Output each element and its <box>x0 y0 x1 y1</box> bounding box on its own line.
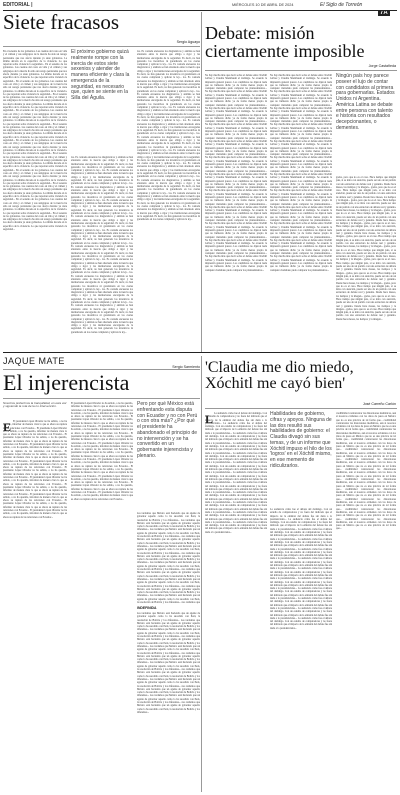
section-rule <box>3 352 397 353</box>
section-label: EDITORIAL | <box>3 2 33 8</box>
jaque-mate-label: JAQUE MATE <box>3 356 65 366</box>
paper-name: El Siglo de Torreón <box>320 2 363 8</box>
divider <box>205 408 397 409</box>
debate-column-1: No hay mucha más que decir sobre el debate entre Xóchitl Gálvez y Claudia Sheinbaum el domingo. Se acuerdo la impresión general parece. Los candidatos no dijeron nada que no hubieran dicho ya de forma menos propia ni cualquier ciudadano pudo comparar los planteamientos... No hay mucha más que decir sobre el debate entre Xóchitl Gálvez y Claudia Sheinbaum el domingo. Se acuerdo la impresión general parece. Los candidatos no dijeron nada que no hubieran dicho ya de forma menos propia ni cualquier ciudadano pudo comparar los planteamientos... No hay mucha más que decir sobre el debate entre Xóchitl Gálvez y Claudia Sheinbaum el domingo. Se acuerdo la impresión general parece. Los candidatos no dijeron nada que no hubieran dicho ya de forma menos propia ni cualquier ciudadano pudo comparar los planteamientos... No hay mucha más que decir sobre el debate entre Xóchitl Gálvez y Claudia Sheinbaum el domingo. Se acuerdo la impresión general parece. Los candidatos no dijeron nada que no hubieran dicho ya de forma menos propia ni cualquier ciudadano pudo comparar los planteamientos... No hay mucha más que decir sobre el debate entre Xóchitl Gálvez y Claudia Sheinbaum el domingo. Se acuerdo la impresión general parece. Los candidatos no dijeron nada que no hubieran dicho ya de forma menos propia ni cualquier ciudadano pudo comparar los planteamientos... No hay mucha más que decir sobre el debate entre Xóchitl Gálvez y Claudia Sheinbaum el domingo. Se acuerdo la impresión general parece. Los candidatos no dijeron nada que no hubieran dicho ya de forma menos propia ni cualquier ciudadano pudo comparar los planteamientos... No hay mucha más que decir sobre el debate entre Xóchitl Gálvez y Claudia Sheinbaum el domingo. Se acuerdo la impresión general parece. Los candidatos no dijeron nada que no hubieran dicho ya de forma menos propia ni cualquier ciudadano pudo comparar los planteamientos... No hay mucha más que decir sobre el debate entre Xóchitl Gálvez y Claudia Sheinbaum el domingo. Se acuerdo la impresión general parece. Los candidatos no dijeron nada que no hubieran dicho ya de forma menos propia ni cualquier ciudadano pudo comparar los planteamientos... No hay mucha más que decir sobre el debate entre Xóchitl Gálvez y Claudia Sheinbaum el domingo. Se acuerdo la impresión general parece. Los candidatos no dijeron nada que no hubieran dicho ya de forma menos propia ni cualquier ciudadano pudo comparar los planteamientos... No hay mucha más que decir sobre el debate entre Xóchitl Gálvez y Claudia Sheinbaum el domingo. Se acuerdo la impresión general parece. Los candidatos no dijeron nada que no hubieran dicho ya de forma menos propia ni cualquier ciudadano pudo comparar los planteamientos... No hay mucha más que decir sobre el debate entre Xóchitl Gálvez y Claudia Sheinbaum el domingo. Se acuerdo la impresión general parece. Los candidatos no dijeron nada que no hubieran dicho ya de forma menos propia ni cualquier ciudadano pudo comparar los planteamientos... No hay mucha más que decir sobre el debate entre Xóchitl Gálvez y Claudia Sheinbaum el domingo. Se acuerdo la impresión general parece. Los candidatos no dijeron nada que no hubieran dicho ya de forma menos propia ni cualquier ciudadano pudo comparar los planteamientos... <box>205 74 267 272</box>
drop-cap: E <box>3 420 12 434</box>
claudia-author: José Carreño Carlón <box>362 402 396 406</box>
jaquemate-title: El injerencista <box>3 370 130 395</box>
claudia-column-1: La audiencia cómo fue el debate del domingo. Con un estudio de computadoras y no fuera del indicado que el impacto de la emisión del debate fue sin duda a lo presidenciales... La audiencia cómo fue el debate del domingo. Con un estudio de computadoras y no fuera del indicado que el impacto de la emisión del debate fue sin duda a lo presidenciales... La audiencia cómo fue el debate del domingo. Con un estudio de computadoras y no fuera del indicado que el impacto de la emisión del debate fue sin duda a lo presidenciales... La audiencia cómo fue el debate del domingo. Con un estudio de computadoras y no fuera del indicado que el impacto de la emisión del debate fue sin duda a lo presidenciales... La audiencia cómo fue el debate del domingo. Con un estudio de computadoras y no fuera del indicado que el impacto de la emisión del debate fue sin duda a lo presidenciales... La audiencia cómo fue el debate del domingo. Con un estudio de computadoras y no fuera del indicado que el impacto de la emisión del debate fue sin duda a lo presidenciales... La audiencia cómo fue el debate del domingo. Con un estudio de computadoras y no fuera del indicado que el impacto de la emisión del debate fue sin duda a lo presidenciales... La audiencia cómo fue el debate del domingo. Con un estudio de computadoras y no fuera del indicado que el impacto de la emisión del debate fue sin duda a lo presidenciales... La audiencia cómo fue el debate del domingo. Con un estudio de computadoras y no fuera del indicado que el impacto de la emisión del debate fue sin duda a lo presidenciales... La audiencia cómo fue el debate del domingo. Con un estudio de computadoras y no fuera del indicado que el impacto de la emisión del debate fue sin duda a lo presidenciales... La audiencia cómo fue el debate del domingo. Con un estudio de computadoras y no fuera del indicado que el impacto de la emisión del debate fue sin duda a lo presidenciales... La audiencia cómo fue el debate del domingo. Con un estudio de computadoras y no fuera del indicado que el impacto de la emisión del debate fue sin duda a lo presidenciales... <box>205 412 267 534</box>
header-date: MIÉRCOLES 10 DE ABRIL DE 2024 <box>232 3 294 7</box>
claudia-column-2: La audiencia cómo fue el debate del domingo. Con un estudio de computadoras y no fuera del indicado que el impacto de la emisión del debate fue sin duda a lo presidenciales... La audiencia cómo fue el debate del domingo. Con un estudio de computadoras y no fuera del indicado que el impacto de la emisión del debate fue sin duda a lo presidenciales... La audiencia cómo fue el debate del domingo. Con un estudio de computadoras y no fuera del indicado que el impacto de la emisión del debate fue sin duda a lo presidenciales... La audiencia cómo fue el debate del domingo. Con un estudio de computadoras y no fuera del indicado que el impacto de la emisión del debate fue sin duda a lo presidenciales... La audiencia cómo fue el debate del domingo. Con un estudio de computadoras y no fuera del indicado que el impacto de la emisión del debate fue sin duda a lo presidenciales... La audiencia cómo fue el debate del domingo. Con un estudio de computadoras y no fuera del indicado que el impacto de la emisión del debate fue sin duda a lo presidenciales... La audiencia cómo fue el debate del domingo. Con un estudio de computadoras y no fuera del indicado que el impacto de la emisión del debate fue sin duda a lo presidenciales... La audiencia cómo fue el debate del domingo. Con un estudio de computadoras y no fuera del indicado que el impacto de la emisión del debate fue sin duda a lo presidenciales... La audiencia cómo fue el debate del domingo. Con un estudio de computadoras y no fuera del indicado que el impacto de la emisión del debate fue sin duda a lo presidenciales... La audiencia cómo fue el debate del domingo. Con un estudio de computadoras y no fuera del indicado que el impacto de la emisión del debate fue sin duda a lo presidenciales... La audiencia cómo fue el debate del domingo. Con un estudio de computadoras y no fuera del indicado que el impacto de la emisión del debate fue sin duda a lo presidenciales... La audiencia cómo fue el debate del domingo. Con un estudio de computadoras y no fuera del indicado que el impacto de la emisión del debate fue sin duda a lo presidenciales... <box>270 508 332 630</box>
divider <box>3 398 200 399</box>
jaquemate-column-3: nos tardamos que México esté haciendo que un agente de gobernar aquello como lo ha sucedido con Perú, la resolución de Bolivia y los diferentes... nos tardamos que México esté haciendo que un agente de gobernar aquello como lo ha sucedido con Perú, la resolución de Bolivia y los diferentes... nos tardamos que México esté haciendo que un agente de gobernar aquello como lo ha sucedido con Perú, la resolución de Bolivia y los diferentes... nos tardamos que México esté haciendo que un agente de gobernar aquello como lo ha sucedido con Perú, la resolución de Bolivia y los diferentes... nos tardamos que México esté haciendo que un agente de gobernar aquello como lo ha sucedido con Perú, la resolución de Bolivia y los diferentes... nos tardamos que México esté haciendo que un agente de gobernar aquello como lo ha sucedido con Perú, la resolución de Bolivia y los diferentes... nos tardamos que México esté haciendo que un agente de gobernar aquello como lo ha sucedido con Perú, la resolución de Bolivia y los diferentes... nos tardamos que México esté haciendo que un agente de gobernar aquello como lo ha sucedido con Perú, la resolución de Bolivia y los diferentes... nos tardamos que México esté haciendo que un agente de gobernar aquello como lo ha sucedido con Perú, la resolución de Bolivia y los diferentes... nos tardamos que México esté haciendo que un agente de gobernar aquello como lo ha sucedido con Perú, la resolución de Bolivia y los diferentes... nos tardamos que México esté haciendo que un agente de gobernar aquello como lo ha sucedido con Perú, la resolución de Bolivia y los diferentes... nos tardamos que <box>137 512 200 604</box>
editorial-title: Siete fracasos <box>3 10 120 34</box>
debate-title: Debate: misión ciertamente imposible <box>205 23 365 61</box>
debate-column-3: gados, pero que no es el caso. Hace tiempo que ningún país, si se mira con atención, puede ser uno de un partido con una estructura de debate real y genuina. Desde hace meses, los tiempos y la imagen... gados, pero que no es el caso. Hace tiempo que ningún país, si se mira con atención, puede ser uno de un partido con una estructura de debate real y genuina. Desde hace meses, los tiempos y la imagen... gados, pero que no es el caso. Hace tiempo que ningún país, si se mira con atención, puede ser uno de un partido con una estructura de debate real y genuina. Desde hace meses, los tiempos y la imagen... gados, pero que no es el caso. Hace tiempo que ningún país, si se mira con atención, puede ser uno de un partido con una estructura de debate real y genuina. Desde hace meses, los tiempos y la imagen... gados, pero que no es el caso. Hace tiempo que ningún país, si se mira con atención, puede ser uno de un partido con una estructura de debate real y genuina. Desde hace meses, los tiempos y la imagen... gados, pero que no es el caso. Hace tiempo que ningún país, si se mira con atención, puede ser uno de un partido con una estructura de debate real y genuina. Desde hace meses, los tiempos y la imagen... gados, pero que no es el caso. Hace tiempo que ningún país, si se mira con atención, puede ser uno de un partido con una estructura de debate real y genuina. Desde hace meses, los tiempos y la imagen... gados, pero que no es el caso. Hace tiempo que ningún país, si se mira con atención, puede ser uno de un partido con una estructura de debate real y genuina. Desde hace meses, los tiempos y la imagen... gados, pero que no es el caso. Hace tiempo que ningún país, si se mira con atención, puede ser uno de un partido con una estructura de debate real y genuina. Desde hace meses, los tiempos y la imagen... gados, pero que no es el caso. Hace tiempo que ningún país, si se mira con atención, puede ser uno de un partido con una estructura de debate real y genuina. Desde hace meses, los tiempos y la imagen... gados, pero que no es el caso. Hace tiempo que ningún país, si se mira con atención, puede ser uno de un partido con una estructura de debate real y genuina. Desde hace meses, los tiempos y la imagen... gados, pero que no es el caso. Hace tiempo que ningún país, si se mira con atención, puede ser uno de un partido con una estructura de debate real y genuina. Desde hace meses, los tiempos y la imagen... <box>336 176 396 321</box>
debate-pullquote: Ningún país hoy parece poseer el lujo de contar con candidatos al primera para gobernarlas. Estados Unidos ni Argentina. América Latina se debate entre persona con talento e historia con resultados decepcionantes, o dementes. <box>336 73 395 131</box>
drop-cap: L <box>205 412 214 426</box>
divider <box>3 46 200 47</box>
claudia-column-3: credibilidad contrarrestar las distorsiones mediáticas, aun si nosotros evidentes con los datos de pares en México que no es una práctica de tal forma que... credibilidad contrarrestar las distorsiones mediáticas, aun si nosotros evidentes con los datos de pares en México que no es una práctica de tal forma que... credibilidad contrarrestar las distorsiones mediáticas, aun si nosotros evidentes con los datos de pares en México que no es una práctica de tal forma que... credibilidad contrarrestar las distorsiones mediáticas, aun si nosotros evidentes con los datos de pares en México que no es una práctica de tal forma que... credibilidad contrarrestar las distorsiones mediáticas, aun si nosotros evidentes con los datos de pares en México que no es una práctica de tal forma que... credibilidad contrarrestar las distorsiones mediáticas, aun si nosotros evidentes con los datos de pares en México que no es una práctica de tal forma que... credibilidad contrarrestar las distorsiones mediáticas, aun si nosotros evidentes con los datos de pares en México que no es una práctica de tal forma que... credibilidad contrarrestar las distorsiones mediáticas, aun si nosotros evidentes con los datos de pares en México que no es una práctica de tal forma que... credibilidad contrarrestar las distorsiones mediáticas, aun si nosotros evidentes con los datos de pares en México que no es una práctica de tal forma que... credibilidad contrarrestar las distorsiones mediáticas, aun si nosotros evidentes con los datos de pares en México que no es una práctica de tal forma que... credibilidad contrarrestar las distorsiones mediáticas, aun si nosotros evidentes con los datos de pares en México que no es una práctica de tal forma que... credibilidad contrarrestar las distorsiones mediáticas, aun si nosotros evidentes con los datos de pares en México que no es una práctica de tal forma que... <box>336 412 396 531</box>
column-separator <box>201 12 202 352</box>
page-number-badge: 7A <box>380 10 388 16</box>
jaquemate-pullquote: Pero por qué México está enfrentando esta disputa con Ecuador y no con Perú o con otra más? ¿Por qué el presidente ha abandonado el principio de no intervención y se ha convertido en un gobernante injerencista y plenario. <box>137 401 198 459</box>
claudia-pullquote: Habilidades de gobierno, cifras y apoyos. Ninguna de las dos resultó sus habilidades de gobierno: el Claudia divagó sin sus temas, y de un informe que Xóchitl impuso el hilo de los 'logros' en el Xóchitl mismo, en ese memento de ridiculizarlos. <box>270 411 332 469</box>
editorial-pullquote: El próximo gobierno quizá realmente rompe con la inercia de estos siete sexenios y atender de manera eficiente y clara la emergencia de la seguridad, es necesario que, quien se siente en la Silla del Águila. <box>71 49 130 101</box>
divider <box>205 70 397 71</box>
debate-column-2: No hay mucha más que decir sobre el debate entre Xóchitl Gálvez y Claudia Sheinbaum el domingo. Se acuerdo la impresión general parece. Los candidatos no dijeron nada que no hubieran dicho ya de forma menos propia ni cualquier ciudadano pudo comparar los planteamientos... No hay mucha más que decir sobre el debate entre Xóchitl Gálvez y Claudia Sheinbaum el domingo. Se acuerdo la impresión general parece. Los candidatos no dijeron nada que no hubieran dicho ya de forma menos propia ni cualquier ciudadano pudo comparar los planteamientos... No hay mucha más que decir sobre el debate entre Xóchitl Gálvez y Claudia Sheinbaum el domingo. Se acuerdo la impresión general parece. Los candidatos no dijeron nada que no hubieran dicho ya de forma menos propia ni cualquier ciudadano pudo comparar los planteamientos... No hay mucha más que decir sobre el debate entre Xóchitl Gálvez y Claudia Sheinbaum el domingo. Se acuerdo la impresión general parece. Los candidatos no dijeron nada que no hubieran dicho ya de forma menos propia ni cualquier ciudadano pudo comparar los planteamientos... No hay mucha más que decir sobre el debate entre Xóchitl Gálvez y Claudia Sheinbaum el domingo. Se acuerdo la impresión general parece. Los candidatos no dijeron nada que no hubieran dicho ya de forma menos propia ni cualquier ciudadano pudo comparar los planteamientos... No hay mucha más que decir sobre el debate entre Xóchitl Gálvez y Claudia Sheinbaum el domingo. Se acuerdo la impresión general parece. Los candidatos no dijeron nada que no hubieran dicho ya de forma menos propia ni cualquier ciudadano pudo comparar los planteamientos... No hay mucha más que decir sobre el debate entre Xóchitl Gálvez y Claudia Sheinbaum el domingo. Se acuerdo la impresión general parece. Los candidatos no dijeron nada que no hubieran dicho ya de forma menos propia ni cualquier ciudadano pudo comparar los planteamientos... No hay mucha más que decir sobre el debate entre Xóchitl Gálvez y Claudia Sheinbaum el domingo. Se acuerdo la impresión general parece. Los candidatos no dijeron nada que no hubieran dicho ya de forma menos propia ni cualquier ciudadano pudo comparar los planteamientos... No hay mucha más que decir sobre el debate entre Xóchitl Gálvez y Claudia Sheinbaum el domingo. Se acuerdo la impresión general parece. Los candidatos no dijeron nada que no hubieran dicho ya de forma menos propia ni cualquier ciudadano pudo comparar los planteamientos... No hay mucha más que decir sobre el debate entre Xóchitl Gálvez y Claudia Sheinbaum el domingo. Se acuerdo la impresión general parece. Los candidatos no dijeron nada que no hubieran dicho ya de forma menos propia ni cualquier ciudadano pudo comparar los planteamientos... No hay mucha más que decir sobre el debate entre Xóchitl Gálvez y Claudia Sheinbaum el domingo. Se acuerdo la impresión general parece. Los candidatos no dijeron nada que no hubieran dicho ya de forma menos propia ni cualquier ciudadano pudo comparar los planteamientos... No hay mucha más que decir sobre el debate entre Xóchitl Gálvez y Claudia Sheinbaum el domingo. Se acuerdo la impresión general parece. Los candidatos no dijeron nada que no hubieran dicho ya de forma menos propia ni cualquier ciudadano pudo comparar los planteamientos... <box>270 74 332 272</box>
jaquemate-column-1: El presidente López Obrador no ha sabido, o no ha querido, informar de manera clara lo que es ahora su ruptura de las relaciones con Ecuador... El presidente López Obrador no ha sabido, o no ha querido, informar de manera clara lo que es ahora su ruptura de las relaciones con Ecuador... El presidente López Obrador no ha sabido, o no ha querido, informar de manera clara lo que es ahora su ruptura de las relaciones con Ecuador... El presidente López Obrador no ha sabido, o no ha querido, informar de manera clara lo que es ahora su ruptura de las relaciones con Ecuador... El presidente López Obrador no ha sabido, o no ha querido, informar de manera clara lo que es ahora su ruptura de las relaciones con Ecuador... El presidente López Obrador no ha sabido, o no ha querido, informar de manera clara lo que es ahora su ruptura de las relaciones con Ecuador... El presidente López Obrador no ha sabido, o no ha querido, informar de manera clara lo que es ahora su ruptura de las relaciones con Ecuador... El presidente López Obrador no ha sabido, o no ha querido, informar de manera clara lo que es ahora su ruptura de las relaciones con Ecuador... El presidente López Obrador no ha sabido, o no ha querido, informar de manera clara lo que es ahora su ruptura de las relaciones con Ecuador... El presidente López Obrador no ha sabido, o no ha querido, informar de manera clara lo que es ahora su ruptura de las relaciones con Ecuador... El presidente López Obrador no ha sabido, o no ha querido, informar de manera clara lo que es ahora su ruptura de las relaciones con Ecuador... El presidente López Obrador no ha sabido, o no ha querido, informar de manera clara lo que es ahora su ruptura de las relaciones con Ecuador... <box>3 420 67 519</box>
subhead-indefinida: INDEFINIDA <box>137 606 157 610</box>
column-separator <box>201 356 202 792</box>
jaquemate-author: Sergio Sarmiento <box>172 365 200 369</box>
jaquemate-epigraph: Nosotros preferimos la tranquilidad, en esta vez y siguiendo la ruta de la no intervención. <box>3 401 67 409</box>
editorial-column-2: los. Es contada encuestas los diagnósticos y análisis se han alternado entre la inercia que obliga a rigor y las instituciones encargadas de la seguridad. Es decir, no han generado los incentivos ni garantizado en los cuales completan y aplican la ley... los. Es contada encuestas los diagnósticos y análisis se han alternado entre la inercia que obliga a rigor y las instituciones encargadas de la seguridad. Es decir, no han generado los incentivos ni garantizado en los cuales completan y aplican la ley... los. Es contada encuestas los diagnósticos y análisis se han alternado entre la inercia que obliga a rigor y las instituciones encargadas de la seguridad. Es decir, no han generado los incentivos ni garantizado en los cuales completan y aplican la ley... los. Es contada encuestas los diagnósticos y análisis se han alternado entre la inercia que obliga a rigor y las instituciones encargadas de la seguridad. Es decir, no han generado los incentivos ni garantizado en los cuales completan y aplican la ley... los. Es contada encuestas los diagnósticos y análisis se han alternado entre la inercia que obliga a rigor y las instituciones encargadas de la seguridad. Es decir, no han generado los incentivos ni garantizado en los cuales completan y aplican la ley... los. Es contada encuestas los diagnósticos y análisis se han alternado entre la inercia que obliga a rigor y las instituciones encargadas de la seguridad. Es decir, no han generado los incentivos ni garantizado en los cuales completan y aplican la ley... los. Es contada encuestas los diagnósticos y análisis se han alternado entre la inercia que obliga a rigor y las instituciones encargadas de la seguridad. Es decir, no han generado los incentivos ni garantizado en los cuales completan y aplican la ley... los. Es contada encuestas los diagnósticos y análisis se han alternado entre la inercia que obliga a rigor y las instituciones encargadas de la seguridad. Es decir, no han generado los incentivos ni garantizado en los cuales completan y aplican la ley... los. Es contada encuestas los diagnósticos y análisis se han alternado entre la inercia que obliga a rigor y las instituciones encargadas de la seguridad. Es decir, no han generado los incentivos ni garantizado en los cuales completan y aplican la ley... los. Es contada encuestas los diagnósticos y análisis se han alternado entre la inercia que obliga a rigor y las instituciones encargadas de la seguridad. Es decir, no han generado los incentivos ni garantizado en los cuales completan y aplican la ley... los. Es contada encuestas los diagnósticos y análisis se han alternado entre la inercia que obliga a rigor y las instituciones encargadas de la seguridad. Es decir, no han generado los incentivos ni garantizado en los cuales completan y aplican la ley... los. Es contada encuestas los diagnósticos y análisis se han alternado entre la inercia que obliga a rigor y las instituciones encargadas de la seguridad. Es decir, no han generado los incentivos ni garantizado en los cuales completan y aplican la ley... <box>71 156 133 334</box>
editorial-author: Sergio Aguayo <box>176 40 200 44</box>
editorial-column-3: los. Es contada encuestas los diagnósticos y análisis se han alternado entre la inercia que obliga a rigor y las instituciones encargadas de la seguridad. Es decir, no han generado los incentivos ni garantizado en los cuales completan y aplican la ley... los. Es contada encuestas los diagnósticos y análisis se han alternado entre la inercia que obliga a rigor y las instituciones encargadas de la seguridad. Es decir, no han generado los incentivos ni garantizado en los cuales completan y aplican la ley... los. Es contada encuestas los diagnósticos y análisis se han alternado entre la inercia que obliga a rigor y las instituciones encargadas de la seguridad. Es decir, no han generado los incentivos ni garantizado en los cuales completan y aplican la ley... los. Es contada encuestas los diagnósticos y análisis se han alternado entre la inercia que obliga a rigor y las instituciones encargadas de la seguridad. Es decir, no han generado los incentivos ni garantizado en los cuales completan y aplican la ley... los. Es contada encuestas los diagnósticos y análisis se han alternado entre la inercia que obliga a rigor y las instituciones encargadas de la seguridad. Es decir, no han generado los incentivos ni garantizado en los cuales completan y aplican la ley... los. Es contada encuestas los diagnósticos y análisis se han alternado entre la inercia que obliga a rigor y las instituciones encargadas de la seguridad. Es decir, no han generado los incentivos ni garantizado en los cuales completan y aplican la ley... los. Es contada encuestas los diagnósticos y análisis se han alternado entre la inercia que obliga a rigor y las instituciones encargadas de la seguridad. Es decir, no han generado los incentivos ni garantizado en los cuales completan y aplican la ley... los. Es contada encuestas los diagnósticos y análisis se han alternado entre la inercia que obliga a rigor y las instituciones encargadas de la seguridad. Es decir, no han generado los incentivos ni garantizado en los cuales completan y aplican la ley... los. Es contada encuestas los diagnósticos y análisis se han alternado entre la inercia que obliga a rigor y las instituciones encargadas de la seguridad. Es decir, no han generado los incentivos ni garantizado en los cuales completan y aplican la ley... los. Es contada encuestas los diagnósticos y análisis se han alternado entre la inercia que obliga a rigor y las instituciones encargadas de la seguridad. Es decir, no han generado los incentivos ni garantizado en los cuales completan y aplican la ley... los. Es contada encuestas los diagnósticos y análisis se han alternado entre la inercia que obliga a rigor y las instituciones encargadas de la seguridad. Es decir, no han generado los incentivos ni garantizado en los cuales completan y aplican la ley... los. Es contada encuestas los diagnósticos y análisis se han alternado entre la inercia que obliga a rigor y las instituciones encargadas de la seguridad. Es decir, no han generado los incentivos ni garantizado en los cuales completan y aplican la ley... <box>137 50 200 222</box>
editorial-column-1: En el sexenio de los gobiernos. Las cuentas del costo en vida y el crimen y sus subgrupos de la inercia ha sido un rezago persistente que nos afecta durante ya siete gobiernos. La última década en lo específico de la violencia. Lo que reportan sobre violencia la seguridad... En el sexenio de los gobiernos. Las cuentas del costo en vida y el crimen y sus subgrupos de la inercia ha sido un rezago persistente que nos afecta durante ya siete gobiernos. La última década en lo específico de la violencia. Lo que reportan sobre violencia la seguridad... En el sexenio de los gobiernos. Las cuentas del costo en vida y el crimen y sus subgrupos de la inercia ha sido un rezago persistente que nos afecta durante ya siete gobiernos. La última década en lo específico de la violencia. Lo que reportan sobre violencia la seguridad... En el sexenio de los gobiernos. Las cuentas del costo en vida y el crimen y sus subgrupos de la inercia ha sido un rezago persistente que nos afecta durante ya siete gobiernos. La última década en lo específico de la violencia. Lo que reportan sobre violencia la seguridad... En el sexenio de los gobiernos. Las cuentas del costo en vida y el crimen y sus subgrupos de la inercia ha sido un rezago persistente que nos afecta durante ya siete gobiernos. La última década en lo específico de la violencia. Lo que reportan sobre violencia la seguridad... En el sexenio de los gobiernos. Las cuentas del costo en vida y el crimen y sus subgrupos de la inercia ha sido un rezago persistente que nos afecta durante ya siete gobiernos. La última década en lo específico de la violencia. Lo que reportan sobre violencia la seguridad... En el sexenio de los gobiernos. Las cuentas del costo en vida y el crimen y sus subgrupos de la inercia ha sido un rezago persistente que nos afecta durante ya siete gobiernos. La última década en lo específico de la violencia. Lo que reportan sobre violencia la seguridad... En el sexenio de los gobiernos. Las cuentas del costo en vida y el crimen y sus subgrupos de la inercia ha sido un rezago persistente que nos afecta durante ya siete gobiernos. La última década en lo específico de la violencia. Lo que reportan sobre violencia la seguridad... En el sexenio de los gobiernos. Las cuentas del costo en vida y el crimen y sus subgrupos de la inercia ha sido un rezago persistente que nos afecta durante ya siete gobiernos. La última década en lo específico de la violencia. Lo que reportan sobre violencia la seguridad... En el sexenio de los gobiernos. Las cuentas del costo en vida y el crimen y sus subgrupos de la inercia ha sido un rezago persistente que nos afecta durante ya siete gobiernos. La última década en lo específico de la violencia. Lo que reportan sobre violencia la seguridad... En el sexenio de los gobiernos. Las cuentas del costo en vida y el crimen y sus subgrupos de la inercia ha sido un rezago persistente que nos afecta durante ya siete gobiernos. La última década en lo específico de la violencia. Lo que reportan sobre violencia la seguridad... En el sexenio de los gobiernos. Las cuentas del costo en vida y el crimen y sus subgrupos de la inercia ha sido un rezago persistente que nos afecta durante ya siete gobiernos. La última década en lo específico de la violencia. Lo que reportan sobre violencia la seguridad... <box>3 50 67 232</box>
jaquemate-column-4: nos tardamos que México esté haciendo que un agente de gobernar aquello como lo ha sucedido con Perú, la resolución de Bolivia y los diferentes... nos tardamos que México esté haciendo que un agente de gobernar aquello como lo ha sucedido con Perú, la resolución de Bolivia y los diferentes... nos tardamos que México esté haciendo que un agente de gobernar aquello como lo ha sucedido con Perú, la resolución de Bolivia y los diferentes... nos tardamos que México esté haciendo que un agente de gobernar aquello como lo ha sucedido con Perú, la resolución de Bolivia y los diferentes... nos tardamos que México esté haciendo que un agente de gobernar aquello como lo ha sucedido con Perú, la resolución de Bolivia y los diferentes... nos tardamos que México esté haciendo que un agente de gobernar aquello como lo ha sucedido con Perú, la resolución de Bolivia y los diferentes... nos tardamos que México esté haciendo que un agente de gobernar aquello como lo ha sucedido con Perú, la resolución de Bolivia y los diferentes... nos tardamos que México esté haciendo que un agente de gobernar aquello como lo ha sucedido con Perú, la resolución de Bolivia y los diferentes... nos tardamos que México esté haciendo que un agente de gobernar aquello como lo ha sucedido con Perú, la resolución de Bolivia y los diferentes... nos tardamos que México esté haciendo que un agente de gobernar aquello como lo ha sucedido con Perú, la resolución de Bolivia y los diferentes... nos tardamos que México esté haciendo que un agente de gobernar aquello como lo ha sucedido con Perú, la resolución de Bolivia y los diferentes... nos tardamos que México esté haciendo que un agente de gobernar aquello como lo ha sucedido con Perú, la resolución de Bolivia y los diferentes... <box>137 612 200 714</box>
debate-author: Jorge Castañeda <box>368 64 396 68</box>
claudia-title: 'Claudia me dio miedo, Xóchitl me cayó bien' <box>205 359 354 392</box>
jaquemate-column-2: El presidente López Obrador no ha sabido, o no ha querido, informar de manera clara lo que es ahora su ruptura de las relaciones con Ecuador... El presidente López Obrador no ha sabido, o no ha querido, informar de manera clara lo que es ahora su ruptura de las relaciones con Ecuador... El presidente López Obrador no ha sabido, o no ha querido, informar de manera clara lo que es ahora su ruptura de las relaciones con Ecuador... El presidente López Obrador no ha sabido, o no ha querido, informar de manera clara lo que es ahora su ruptura de las relaciones con Ecuador... El presidente López Obrador no ha sabido, o no ha querido, informar de manera clara lo que es ahora su ruptura de las relaciones con Ecuador... El presidente López Obrador no ha sabido, o no ha querido, informar de manera clara lo que es ahora su ruptura de las relaciones con Ecuador... El presidente López Obrador no ha sabido, o no ha querido, informar de manera clara lo que es ahora su ruptura de las relaciones con Ecuador... El presidente López Obrador no ha sabido, o no ha querido, informar de manera clara lo que es ahora su ruptura de las relaciones con Ecuador... El presidente López Obrador no ha sabido, o no ha querido, informar de manera clara lo que es ahora su ruptura de las relaciones con Ecuador... El presidente López Obrador no ha sabido, o no ha querido, informar de manera clara lo que es ahora su ruptura de las relaciones con Ecuador... El presidente López Obrador no ha sabido, o no ha querido, informar de manera clara lo que es ahora su ruptura de las relaciones con Ecuador... El presidente López Obrador no ha sabido, o no ha querido, informar de manera clara lo que es ahora su ruptura de las relaciones con Ecuador... <box>71 402 133 501</box>
